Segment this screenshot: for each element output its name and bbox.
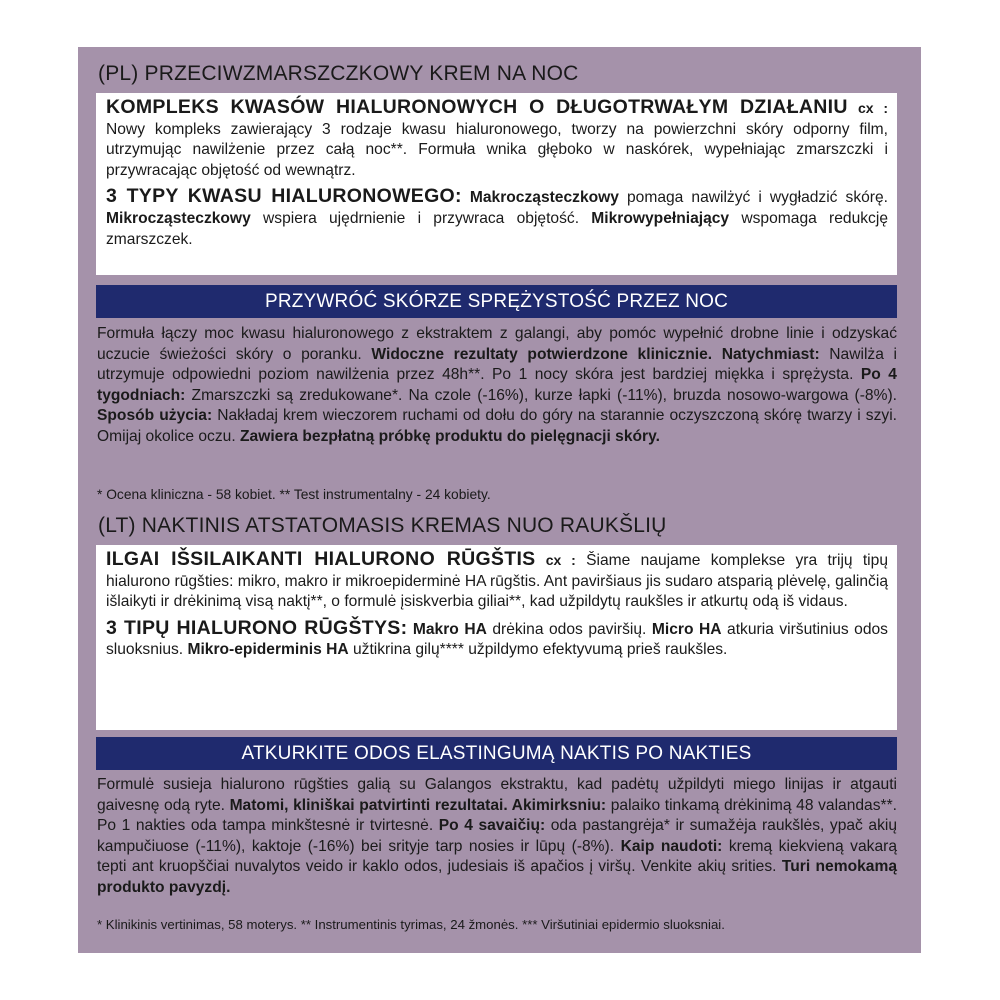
pl-box-text-1: Nowy kompleks zawierający 3 rodzaje kwasu hialuronowego, tworzy na powierzchni skóry odporny film, utrzymując nawilżenie przez całą noc**. Formuła wnika głęboko w naskórek, wypełniając zmarszczki i przywracając objętość od wewnątrz. [106,120,888,179]
lt-box-text-1: Šiame naujame komplekse yra trijų tipų hialurono rūgšties: mikro, makro ir mikroepiderminė HA rūgštis. Ant paviršiaus jis sudaro atsparią plėvelę, galinčią išlaikyti ir drėkinimą visą naktį**, o formulė įsiskverbia giliai**, kad užpildytų raukšles ir atkurtų odą iš vidaus. [106,552,888,611]
lt-body-text [97,775,897,899]
pl-section-title: (PL) PRZECIWZMARSZCZKOWY KREM NA NOC [98,62,579,85]
pl-body-bold-1: Widoczne rezultaty potwierdzone klinicznie. [361,345,713,363]
lt-box-bold-2: Micro HA [646,620,722,638]
lt-box-bold-3: Mikro-epiderminis HA [183,641,349,659]
pl-box-bold-2: Mikrocząsteczkowy [106,209,251,227]
pl-box-text-2a: pomaga nawilżyć i wygładzić skórę. [618,189,888,207]
pl-body-text-3: Zmarszczki są zredukowane*. Na czole (-16%), kurze łapki (-11%), bruzda nosowo-wargowa (-8%). [185,386,897,404]
lt-body-text-4: kremą kiekvieną vakarą tepti ant kruopščiai nuvalytos veido ir kaklo odos, judesiais iš apačios į viršų. Venkite akių srities. [97,837,897,876]
pl-box-bold-1: Makrocząsteczkowy [461,189,619,207]
lt-box-paragraph-2 [106,618,888,661]
lt-box-text-2b: atkuria viršutinius odos sluoksnius. [106,620,888,659]
lt-body-bold-4: Kaip naudoti: [614,837,723,855]
lt-body-bold-3: Po 4 savaičių: [433,817,546,835]
lt-body-text-3: oda pastangrėja* ir sumažėja raukšlės, ypač akių kampučiuose (-11%), kaktoje (-16%) bei srityje tarp nosies ir lūpų (-8%). [97,817,897,855]
lt-box-heading-1: ILGAI IŠSILAIKANTI HIALURONO RŪGŠTIS [106,548,536,570]
lt-body-bold-2: Akimirksniu: [507,796,607,814]
lt-body-text-1: Formulė susieja hialurono rūgšties galią su Galangos ekstraktu, kad padėtų užpildyti miego linijas ir atgauti gaivesnę odą ryte. [97,776,897,814]
pl-box-paragraph-1 [106,97,888,181]
pl-box-text-2b: wspiera ujędrnienie i przywraca objętość. [250,209,580,227]
lt-box-paragraph-1 [106,549,888,613]
pl-body-text-4: Nakładaj krem wieczorem ruchami od dołu do góry na starannie oczyszczoną skórę twarzy i szyi. Omijaj okolice oczu. [97,407,897,445]
pl-box-text-2c: wspomaga redukcję zmarszczek. [106,209,888,248]
lt-box-bold-1: Makro HA [407,620,487,638]
pl-box-paragraph-2 [106,186,888,250]
pl-body-text-1: Formuła łączy moc kwasu hialuronowego z ekstraktem z galangi, aby pomóc wypełnić drobne linie i odzyskać uczucie świeżości skóry o poranku. [97,325,897,363]
pl-info-box [96,93,897,275]
lt-box-cx-mark: cx : [545,552,576,568]
pl-headline-band: PRZYWRÓĆ SKÓRZE SPRĘŻYSTOŚĆ PRZEZ NOC [96,285,897,318]
lt-box-text-2a: drėkina odos paviršių. [486,620,647,638]
pl-footnote: * Ocena kliniczna - 58 kobiet. ** Test instrumentalny - 24 kobiety. [97,487,491,502]
pl-body-text [97,324,897,448]
pl-body-text-2: Nawilża i utrzymuje odpowiedni poziom nawilżenia przez 48h**. Po 1 nocy skóra jest bardziej miękka i sprężysta. [97,345,897,384]
pl-body-bold-2: Natychmiast: [712,345,820,363]
pl-body-bold-4: Sposób użycia: [97,407,213,425]
pl-box-heading-1: KOMPLEKS KWASÓW HIALURONOWYCH O DŁUGOTRWAŁYM DZIAŁANIU [106,96,848,118]
pl-box-bold-3: Mikrowypełniający [579,209,730,227]
lt-box-heading-2: 3 TIPŲ HIALURONO RŪGŠTYS: [106,616,408,639]
lt-headline-band: ATKURKITE ODOS ELASTINGUMĄ NAKTIS PO NAKTIES [96,737,897,770]
pl-box-heading-2: 3 TYPY KWASU HIALURONOWEGO: [106,185,462,208]
pl-box-cx-mark: cx : [858,100,889,116]
lt-body-bold-5: Turi nemokamą produkto pavyzdį. [97,858,898,896]
lt-footnote: * Klinikinis vertinimas, 58 moterys. ** Instrumentinis tyrimas, 24 žmonės. *** Viršutiniai epidermio sluoksniai. [97,917,725,932]
pl-body-bold-3: Po 4 tygodniach: [97,366,897,404]
pl-body-bold-5: Zawiera bezpłatną próbkę produktu do pielęgnacji skóry. [235,427,660,445]
lt-info-box [96,545,897,730]
lt-box-text-2c: užtikrina gilų**** užpildymo efektyvumą prieš raukšles. [348,641,728,659]
lt-body-text-2: palaiko tinkamą drėkinimą 48 valandas**. Po 1 nakties oda tampa minkštesnė ir tvirtesnė. [97,796,897,835]
lt-section-title: (LT) NAKTINIS ATSTATOMASIS KREMAS NUO RAUKŠLIŲ [98,514,667,537]
lt-body-bold-1: Matomi, kliniškai patvirtinti rezultatai. [224,796,508,814]
